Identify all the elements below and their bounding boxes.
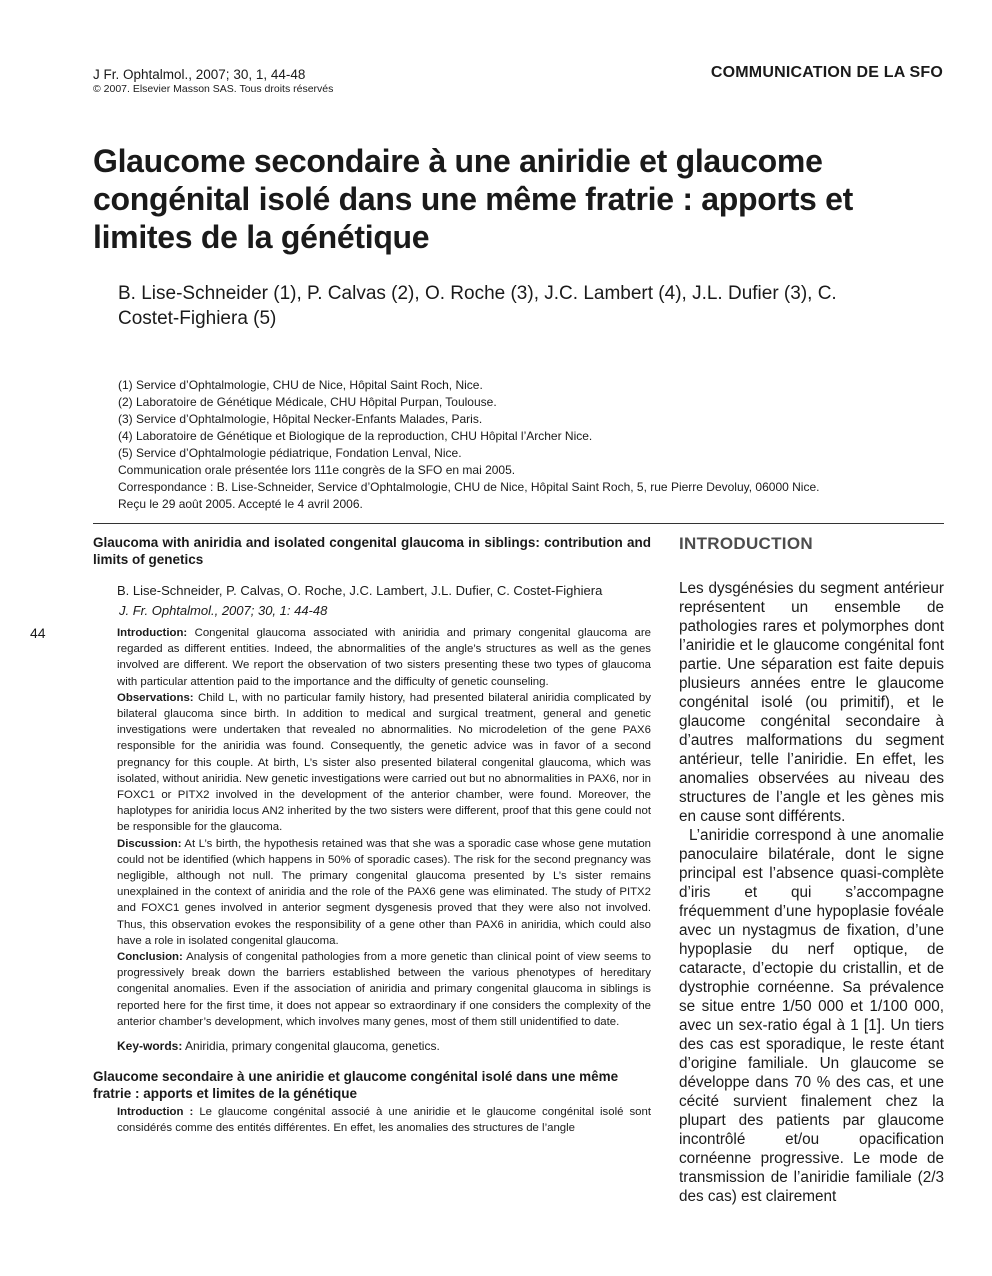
page-number: 44 — [30, 625, 46, 641]
text-fr-introduction: Le glaucome congénital associé à une aniridie et le glaucome congénital isolé sont considérés comme des entités différentes. En effet, les anomalies des structures de l’angle — [117, 1106, 652, 1135]
english-title: Glaucoma with aniridia and isolated congenital glaucoma in siblings: contribution and limits of genetics — [93, 535, 651, 567]
text-keywords: Aniridia, primary congenital glaucoma, genetics. — [185, 1039, 440, 1054]
label-introduction: Introduction: — [117, 627, 188, 639]
journal-header — [93, 66, 333, 96]
abstract-column — [93, 534, 651, 1136]
introduction-body — [679, 579, 944, 1206]
label-discussion: Discussion: — [117, 837, 182, 850]
french-title: Glaucome secondaire à une aniridie et glaucome congénital isolé dans une même fratrie : apports et limites de la génétique — [93, 1069, 619, 1102]
text-discussion: At L’s birth, the hypothesis retained was that she was a sporadic case whose gene mutation could not be identified (which happens in 50% of sporadic cases). The risk for the second pregnancy was negligible, although not null. The primary congenital glaucoma presented by L’s sister remains unexplained in the context of aniridia and the role of the PAX6 gene was eliminated. The study of PITX2 and FOXC1 genes involved in anterior segment dysgenesis proved that they were also not involved. Thus, this observation evokes the responsibility of a gene other than PAX6 in aniridia, which could also have a role in isolated congenital glaucoma. — [117, 837, 651, 947]
affiliation-1: (1) Service d’Ophtalmologie, CHU de Nice, Hôpital Saint Roch, Nice. — [118, 378, 483, 392]
abstract-introduction — [117, 625, 651, 690]
text-conclusion: Analysis of congenital pathologies from a more genetic than clinical point of view seems to progressively break down the barriers established between the various phenotypes of hereditary congenital anomalies. Even if the association of aniridia and primary congenital glaucoma in siblings is reported here for the first time, it does not appear so extraordinary if one considers the complexity of the anterior chamber’s development, which involves many genes, most of them still unidentified to date. — [117, 951, 651, 1028]
text-observations: Child L, with no particular family history, had presented bilateral aniridia complicated by bilateral glaucoma since birth. In addition to medical and surgical treatment, general and genetic investigations were undertaken that revealed no abnormalities. No microdeletion of the gene PAX6 responsible for the aniridia was found. Consequently, the genetic advice was in favor of a second pregnancy for this couple. At birth, L’s sister also presented bilateral congenital glaucoma, which was isolated, without aniridia. New genetic investigations were carried out but no abnormalities in PAX6, nor in FOXC1 or PITX2 involved in the development of the anterior chamber, were found. Moreover, the haplotypes for aniridia locus AN2 inherited by the two sisters were different, proof that this gene could not be responsible for the glaucoma. — [117, 691, 651, 834]
affiliations — [118, 377, 918, 513]
label-keywords: Key-words: — [117, 1039, 183, 1054]
affiliation-4: (4) Laboratoire de Génétique et Biologique de la reproduction, CHU Hôpital l’Archer Nice. — [118, 429, 593, 443]
intro-paragraph-2: L’aniridie correspond à une anomalie panoculaire bilatérale, dont le signe principal est l’absence quasi-complète d’iris et qui s’accompagne fréquemment d’une hypoplasie fovéale avec un nystagmus de fixation, d’une hypoplasie du nerf optique, de cataracte, d’ectopie du cristallin, et de dystrophie cornéenne. Sa prévalence se situe entre 1/50 000 et 1/100 000, avec un sex-ratio égal à 1 [1]. Un tiers des cas est sporadique, le reste étant d’origine familiale. Un glaucome se développe dans 70 % des cas, et une cécité survient finalement chez la plupart des patients par glaucome incontrôlé et/ou opacification cornéenne progressive. Le mode de transmission de l’aniridie familiale (2/3 des cas) est clairement — [679, 827, 944, 1205]
label-fr-introduction: Introduction : — [117, 1106, 194, 1119]
text-introduction: Congenital glaucoma associated with aniridia and primary congenital glaucoma are regarded as different entities. Indeed, the abnormalities of the angle’s structures as well as the genes involved are different. We report the observation of two sisters presenting these two types of glaucoma with particular attention paid to the importance and the difficulty of genetic counseling. — [117, 627, 651, 688]
correspondence: Correspondance : B. Lise-Schneider, Service d’Ophtalmologie, CHU de Nice, Hôpital Saint Roch, 5, rue Pierre Devoluy, 06000 Nice. — [118, 480, 820, 494]
presentation-note: Communication orale présentée lors 111e congrès de la SFO en mai 2005. — [118, 463, 516, 477]
affiliation-5: (5) Service d’Ophtalmologie pédiatrique, Fondation Lenval, Nice. — [118, 446, 462, 460]
abstract-observations — [117, 690, 651, 836]
introduction-heading: INTRODUCTION — [679, 534, 813, 553]
journal-citation: J Fr. Ophtalmol., 2007; 30, 1, 44-48 — [93, 67, 306, 82]
section-label: COMMUNICATION DE LA SFO — [710, 64, 943, 81]
author-list: B. Lise-Schneider (1), P. Calvas (2), O. Roche (3), J.C. Lambert (4), J.L. Dufier (3), C. Costet-Fighiera (5) — [118, 283, 837, 329]
intro-paragraph-1: Les dysgénésies du segment antérieur représentent un ensemble de pathologies rares et polymorphes dont l’aniridie et le glaucome congénital font partie. Une séparation est faite depuis plusieurs années entre le glaucome congénital isolé (ou primitif), et le glaucome congénital secondaire à d’autres malformations du segment antérieur, telle l’aniridie. En effet, les anomalies observées au niveau des structures de l’angle et les gènes mis en cause sont différents. — [679, 580, 944, 825]
french-abstract — [117, 1104, 651, 1136]
keywords — [117, 1039, 651, 1053]
english-authors: B. Lise-Schneider, P. Calvas, O. Roche, J.C. Lambert, J.L. Dufier, C. Costet-Fighiera — [117, 583, 603, 598]
introduction-column — [679, 534, 944, 1206]
divider-line — [93, 523, 944, 524]
copyright-notice: © 2007. Elsevier Masson SAS. Tous droits réservés — [93, 83, 334, 95]
affiliation-3: (3) Service d’Ophtalmologie, Hôpital Necker-Enfants Malades, Paris. — [118, 412, 483, 426]
received-accepted: Reçu le 29 août 2005. Accepté le 4 avril 2006. — [118, 497, 363, 511]
english-abstract — [117, 625, 651, 1030]
article-title: Glaucome secondaire à une aniridie et glaucome congénital isolé dans une même fratrie : apports et limites de la génétique — [93, 143, 853, 255]
abstract-discussion — [117, 836, 651, 949]
affiliation-2: (2) Laboratoire de Génétique Médicale, CHU Hôpital Purpan, Toulouse. — [118, 395, 497, 409]
label-conclusion: Conclusion: — [117, 951, 183, 964]
english-journal: J. Fr. Ophtalmol., 2007; 30, 1: 44-48 — [119, 603, 328, 618]
abstract-conclusion — [117, 949, 651, 1030]
label-observations: Observations: — [117, 691, 194, 704]
